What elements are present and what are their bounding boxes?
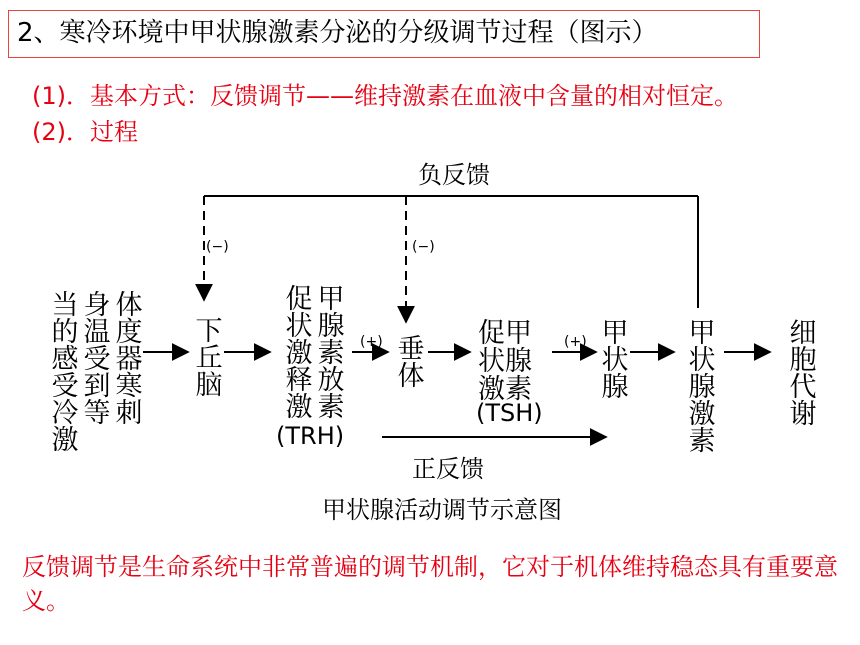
tsh-line-2: 状腺 [478, 346, 532, 377]
trh-abbreviation: (TRH) [276, 422, 345, 450]
tsh-line-3: 激素 [478, 374, 532, 405]
negative-feedback-loop [204, 196, 698, 322]
diagram-caption: 甲状腺活动调节示意图 [322, 496, 562, 524]
tsh-abbreviation: (TSH) [476, 399, 543, 427]
trh-col-2: 甲腺素放素 [312, 284, 344, 419]
tsh-line-1: 促甲 [478, 318, 532, 349]
cell-metabolism-label: 细胞代谢 [784, 318, 816, 426]
page-title: 2、寒冷环境中甲状腺激素分泌的分级调节过程（图示） [8, 10, 760, 58]
thyroid-hormone-label: 甲状腺激素 [683, 318, 715, 453]
negative-feedback-label: 负反馈 [418, 161, 490, 189]
stimulus-col-1: 当的感受冷激 [46, 290, 78, 452]
pituitary-label: 垂体 [392, 334, 424, 388]
conclusion-text: 反馈调节是生命系统中非常普遍的调节机制，它对于机体维持稳态具有重要意义。 [22, 553, 838, 615]
positive-feedback-label: 正反馈 [412, 455, 484, 483]
basic-method-text: (1)．基本方式：反馈调节——维持激素在血液中含量的相对恒定。 [32, 82, 738, 110]
stimulus-col-3: 体度器寒刺 [110, 290, 142, 425]
stimulate-sign-1: (+) [360, 334, 383, 350]
thyroid-label: 甲状腺 [596, 318, 628, 399]
stimulus-col-2: 身温受到等 [78, 290, 110, 425]
hypothalamus-label: 下丘脑 [190, 316, 222, 397]
stimulate-sign-2: (+) [564, 334, 587, 350]
process-heading: (2)．过程 [32, 118, 138, 146]
trh-col-1: 促状激释激 [280, 284, 312, 419]
inhibit-sign-1: (−) [206, 239, 229, 255]
inhibit-sign-2: (−) [412, 239, 435, 255]
